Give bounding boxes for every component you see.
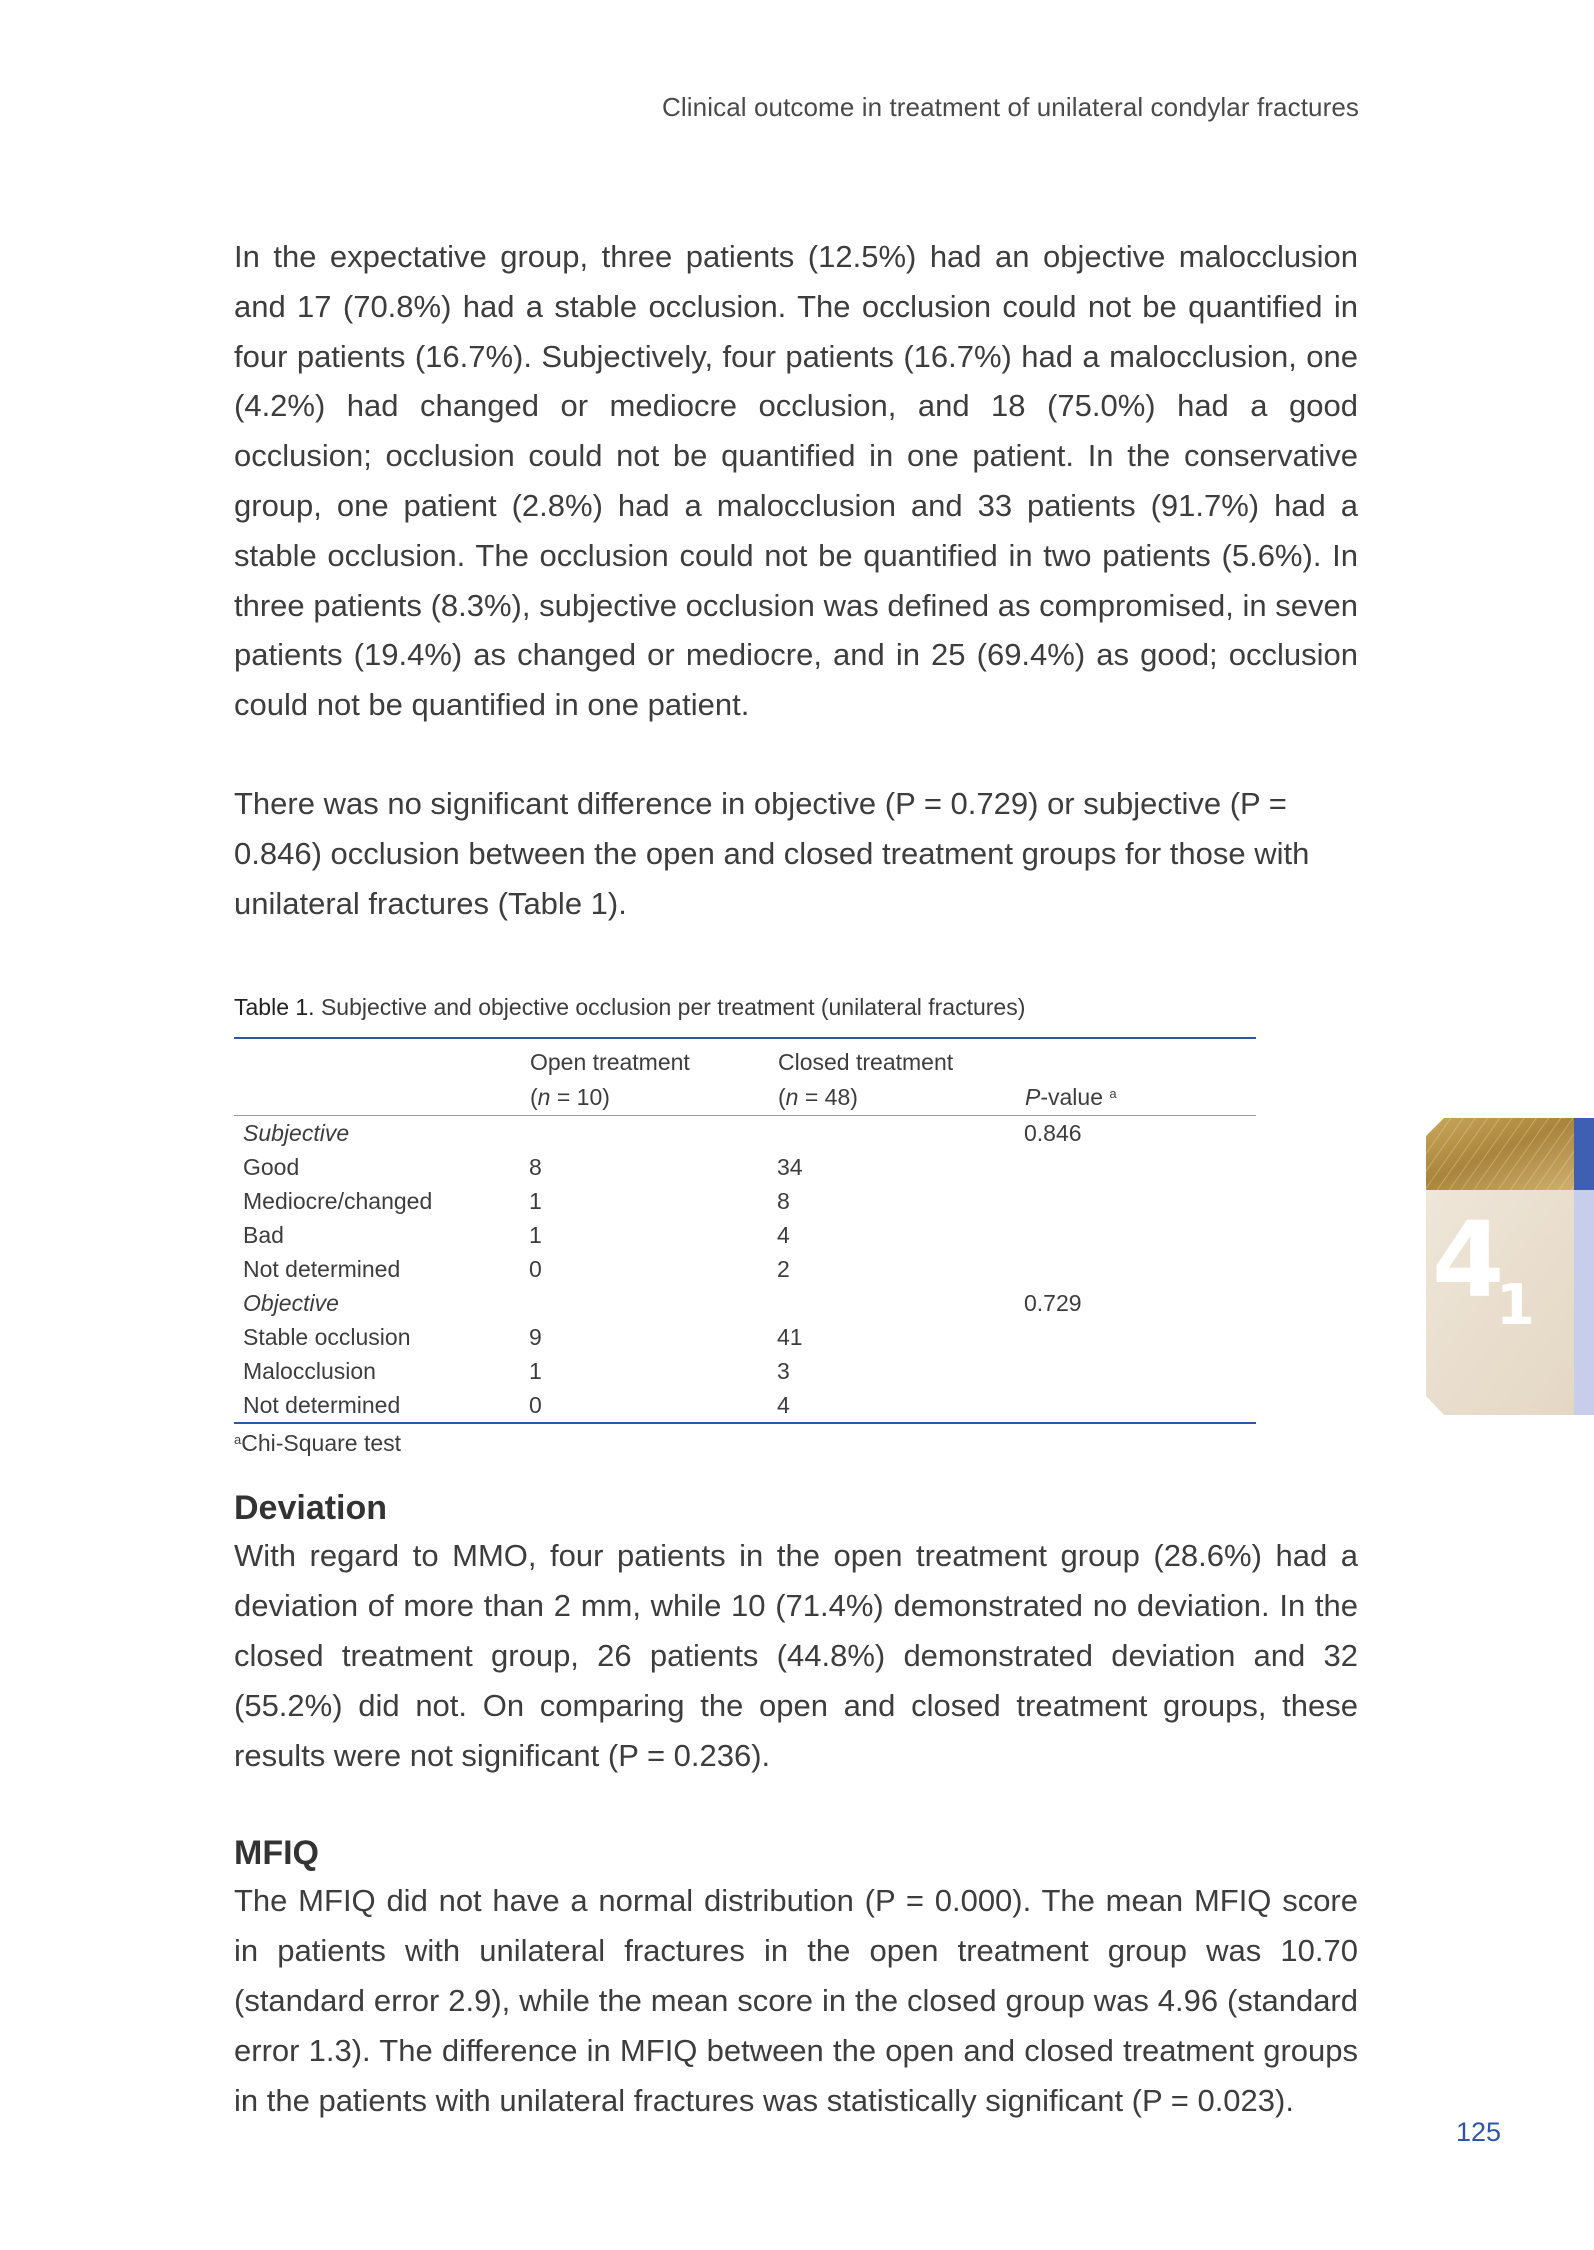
footnote-marker: a [1109,1086,1117,1102]
occlusion-table [234,1037,1256,1424]
row-label: Not determined [234,1388,529,1423]
tab-accent-bottom [1574,1190,1594,1415]
cell-pvalue: 0.846 [1024,1120,1082,1147]
row-label: Not determined [243,1256,401,1283]
chapter-tab-graphic [1426,1118,1594,1415]
table-row [234,1184,1256,1218]
row-label: Stable occlusion [243,1324,411,1351]
row-label: Subjective [243,1120,350,1147]
cell-closed [777,1116,1024,1151]
table-row [234,1388,1256,1423]
cell-open: 1 [529,1222,542,1249]
row-label: Objective [243,1290,339,1317]
cell-closed: 34 [777,1154,803,1181]
cell-open: 0 [529,1388,777,1423]
cell-closed: 8 [777,1188,790,1215]
table-caption-label: Table 1. [234,994,315,1021]
cell-open: 8 [529,1154,542,1181]
paragraph-occlusion-significance: There was no significant difference in objective (P = 0.729) or subjective (P = 0.846) occlusion between the open and closed treatment groups for those with unilateral fractures (Table 1). [234,785,1310,921]
cell-open: 1 [529,1188,542,1215]
cell-closed: 4 [777,1388,1024,1423]
cell-open: 0 [529,1256,542,1283]
cell-closed: 41 [777,1324,803,1351]
header-closed-l1: Closed treatment [777,1038,1024,1078]
chapter-tab [1426,1118,1594,1415]
cell-pvalue [1024,1388,1256,1423]
table-row [234,1252,1256,1286]
page-content [234,232,1358,2125]
p-symbol: P [1025,1084,1041,1111]
header-open-l1: Open treatment [529,1038,777,1078]
running-header: Clinical outcome in treatment of unilateral condylar fractures [662,92,1359,122]
table-row [234,1286,1256,1320]
footnote-sup: a [234,1432,242,1448]
paragraph-occlusion-groups: In the expectative group, three patients (12.5%) had an objective malocclusion and 17 (70.8%) had a stable occlusion. The occlusion could not be quantified in four patients (16.7%). Subjectively, four patients (16.7%) had a malocclusion, one (4.2%) had changed or mediocre occlusion, and 18 (75.0%) had a good occlusion; occlusion could not be quantified in one patient. In the conservative group, one patient (2.8%) had a malocclusion and 33 patients (91.7%) had a stable occlusion. The occlusion could not be quantified in two patients (5.6%). In three patients (8.3%), subjective occlusion was defined as compromised, in seven patients (19.4%) as changed or mediocre, and in 25 (69.4%) as good; occlusion could not be quantified in one patient. [234,239,1358,723]
footnote-text: Chi-Square test [241,1430,402,1457]
header-closed-n: (n = 48) [777,1078,1024,1116]
cell-pvalue: 0.729 [1024,1290,1082,1317]
cell-pvalue [1024,1150,1256,1184]
tab-accent-top [1574,1118,1594,1190]
cell-open: 9 [529,1324,542,1351]
heading-deviation: Deviation [234,1489,388,1528]
chapter-number: 4 [1432,1199,1505,1321]
n-value: = 10) [550,1084,610,1111]
cell-closed: 3 [777,1358,790,1385]
cell-pvalue [1024,1252,1256,1286]
cell-pvalue [1024,1184,1256,1218]
n-value: = 48) [798,1084,858,1111]
header-empty-3 [234,1078,529,1116]
table-caption [234,994,1256,1021]
table-footnote [234,1430,1256,1457]
heading-mfiq: MFIQ [234,1834,319,1873]
table-1 [234,994,1256,1457]
table-row [234,1116,1256,1151]
paragraph-deviation: With regard to MMO, four patients in the open treatment group (28.6%) had a deviation of more than 2 mm, while 10 (71.4%) demonstrated no deviation. In the closed treatment group, 26 patients (44.8%) demonstrated deviation and 32 (55.2%) did not. On comparing the open and closed treatment groups, these results were not significant (P = 0.236). [234,1538,1358,1773]
table-row [234,1320,1256,1354]
cell-pvalue [1024,1218,1256,1252]
header-open-n: (n = 10) [529,1078,777,1116]
pvalue-text: -value [1040,1084,1110,1111]
row-label: Mediocre/changed [243,1188,433,1215]
n-symbol: n [785,1084,799,1111]
cell-closed: 4 [777,1222,790,1249]
row-label: Bad [243,1222,284,1249]
row-label: Good [243,1154,300,1181]
cell-open [529,1286,777,1320]
table-caption-text: Subjective and objective occlusion per treatment (unilateral fractures) [314,994,1026,1021]
table-row [234,1354,1256,1388]
header-empty [234,1038,529,1078]
cell-closed: 2 [777,1256,790,1283]
row-label: Malocclusion [243,1358,376,1385]
cell-closed [777,1286,1024,1320]
header-empty-2 [1024,1038,1256,1078]
cell-pvalue [1024,1354,1256,1388]
header-pvalue [1024,1078,1256,1116]
page-number: 125 [1455,2117,1501,2147]
cell-open [529,1116,777,1151]
cell-pvalue [1024,1320,1256,1354]
cell-open: 1 [529,1358,542,1385]
n-symbol: n [537,1084,551,1111]
table-row [234,1218,1256,1252]
table-row [234,1150,1256,1184]
chapter-sub-number: 1 [1496,1273,1535,1338]
paragraph-mfiq: The MFIQ did not have a normal distribution (P = 0.000). The mean MFIQ score in patients with unilateral fractures in the open treatment group was 10.70 (standard error 2.9), while the mean score in the closed group was 4.96 (standard error 1.3). The difference in MFIQ between the open and closed treatment groups in the patients with unilateral fractures was statistically significant (P = 0.023). [234,1883,1358,2118]
